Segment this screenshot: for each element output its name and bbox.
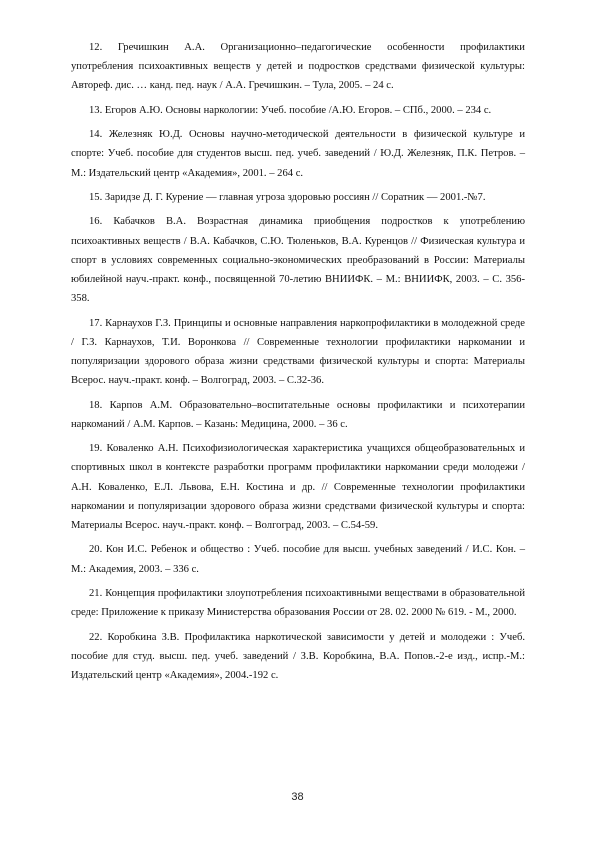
reference-number: 17.: [89, 317, 103, 329]
reference-item: [71, 314, 525, 391]
reference-text: Кабачков В.А. Возрастная динамика приобщения подростков к употреблению психоактивных веществ / В.А. Кабачков, С.Ю. Тюленьков, В.А. Куренцов // Физическая культура и спорт в условиях современных социально-экономических преобразований в России: Материалы юбилейной науч.-практ. конф., посвященной 70-летию ВНИИФК. – М.: ВНИИФК, 2003. – С. 356-358.: [71, 216, 525, 305]
reference-number: 16.: [89, 216, 103, 228]
reference-item: [71, 188, 525, 207]
reference-text: Заридзе Д. Г. Курение — главная угроза здоровью россиян // Соратник — 2001.-№7.: [104, 191, 486, 203]
reference-text: Егоров А.Ю. Основы наркологии: Учеб. пособие /А.Ю. Егоров. – СПб., 2000. – 234 с.: [104, 104, 492, 116]
reference-item: [71, 540, 525, 578]
reference-text: Карнаухов Г.З. Принципы и основные направления наркопрофилактики в молодежной среде / Г.З. Карнаухов, Т.И. Воронкова // Современные технологии профилактики наркомании и популяризации здорового образа жизни средствами физической культуры и спорта: Материалы Всерос. науч.-практ. конф. – Волгоград, 2003. – С.32-36.: [71, 317, 525, 387]
reference-text: Кон И.С. Ребенок и общество : Учеб. пособие для высш. учебных заведений / И.С. Кон. – М.: Академия, 2003. – 336 с.: [71, 544, 525, 575]
reference-number: 20.: [89, 544, 103, 556]
reference-text: Карпов А.М. Образовательно–воспитательные основы профилактики и психотерапии наркоманий / А.М. Карпов. – Казань: Медицина, 2000. – 36 с.: [71, 399, 525, 430]
reference-number: 14.: [89, 129, 103, 141]
page-number: 38: [291, 791, 304, 803]
reference-text: Коробкина З.В. Профилактика наркотической зависимости у детей и молодежи : Учеб. пособие для студ. высш. пед. учеб. заведений / З.В. Коробкина, В.А. Попов.-2-е изд., испр.-М.: Издательский центр «Академия», 2004.-192 с.: [71, 631, 525, 681]
reference-item: [71, 212, 525, 308]
reference-number: 22.: [89, 631, 103, 643]
reference-number: 12.: [89, 42, 103, 53]
reference-text: Концепция профилактики злоупотребления психоактивными веществами в образовательной среде: Приложение к приказу Министерства образования России от 28. 02. 2000 № 619. - М., 2000.: [71, 587, 526, 619]
reference-item: [71, 628, 525, 686]
reference-text: Коваленко А.Н. Психофизиологическая характеристика учащихся общеобразовательных и спортивных школ в контексте разработки программ профилактики наркомании среди молодежи / А.Н. Коваленко, Е.Л. Львова, Е.Н. Костина и др. // Современные технологии профилактики наркомании и популяризации здорового образа жизни средствами физической культуры и спорта: Материалы Всерос. науч.-практ. конф. – Волгоград, 2003. – С.54-59.: [71, 443, 526, 531]
reference-number: 13.: [89, 104, 103, 116]
reference-item: [71, 396, 525, 434]
reference-number: 18.: [89, 399, 103, 411]
reference-number: 15.: [89, 191, 103, 203]
reference-item: [71, 439, 525, 535]
reference-item: [71, 584, 525, 622]
reference-item: [71, 38, 525, 96]
reference-number: 19.: [89, 443, 103, 455]
reference-item: [71, 125, 525, 183]
reference-text: Железняк Ю.Д. Основы научно-методической деятельности в физической культуре и спорте: Учеб. пособие для студентов высш. пед. учеб. заведений / Ю.Д. Железняк, П.К. Петров. – М.: Издательский центр «Академия», 2001. – 264 с.: [71, 129, 525, 179]
reference-text: Гречишкин А.А. Организационно–педагогические особенности профилактики употребления психоактивных веществ у детей и подростков средствами физической культуры: Автореф. дис. … канд. пед. наук / А.А. Гречишкин. – Тула, 2005. – 24 с.: [71, 42, 525, 92]
reference-number: 21.: [89, 587, 103, 599]
reference-list: [71, 38, 525, 690]
reference-item: [71, 101, 525, 120]
